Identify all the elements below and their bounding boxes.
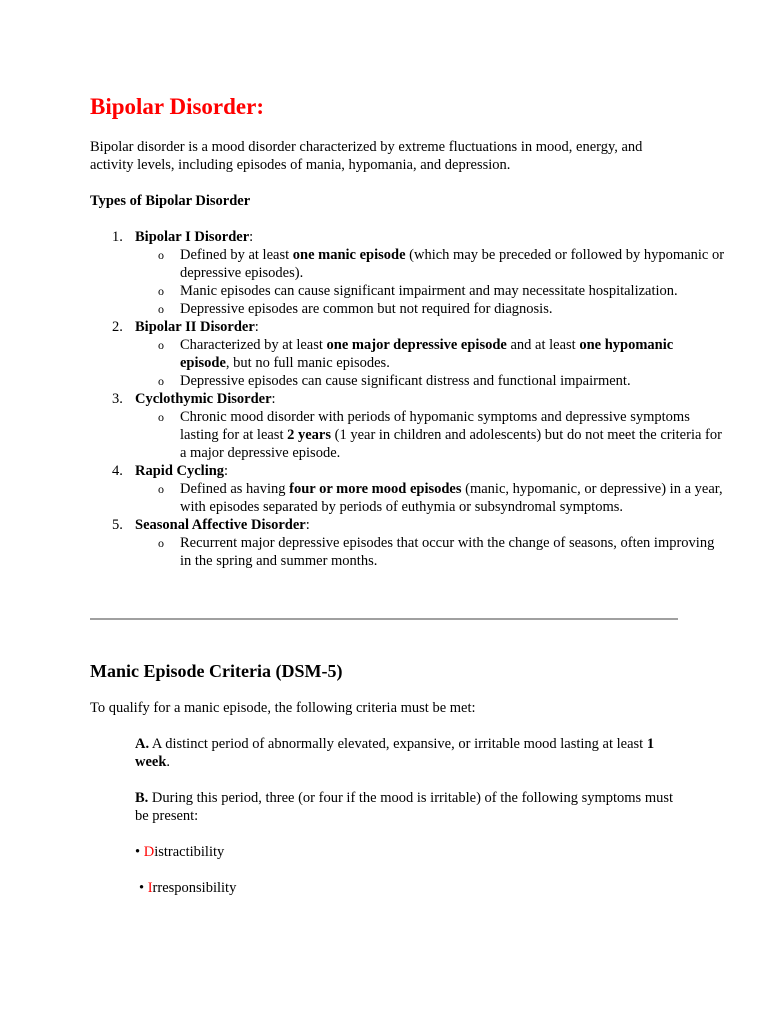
- type-name: Rapid Cycling: [135, 463, 225, 479]
- type-points: [135, 480, 725, 516]
- type-number: 2.: [112, 319, 123, 335]
- sub-point: o Manic episodes can cause significant impairment and may necessitate hospitalization.: [158, 283, 678, 299]
- sub-bullet-icon: o: [158, 536, 164, 550]
- sub-bullet-icon: o: [158, 338, 164, 352]
- criteria-intro: To qualify for a manic episode, the following criteria must be met:: [90, 700, 476, 716]
- symptom-initial: I: [147, 880, 153, 896]
- symptom-initial: D: [143, 844, 155, 860]
- type-number: 3.: [112, 391, 123, 407]
- symptom-item-irresponsibility: • Irresponsibility: [139, 880, 237, 896]
- sub-point: o Recurrent major depressive episodes that occur with the change of seasons, often improving in the spring and summer months.: [158, 535, 715, 569]
- type-number: 4.: [112, 463, 123, 479]
- type-points: [135, 336, 725, 390]
- section-divider: [90, 618, 678, 620]
- sub-bullet-icon: o: [158, 410, 164, 424]
- intro-paragraph: Bipolar disorder is a mood disorder characterized by extreme fluctuations in mood, energy, and activity levels, including episodes of mania, hypomania, and depression.: [90, 139, 643, 173]
- types-heading: Types of Bipolar Disorder: [90, 193, 251, 209]
- sub-point: o Characterized by at least one major depressive episode and at least one hypomanic episode, but no full manic episodes.: [158, 337, 674, 371]
- sub-bullet-icon: o: [158, 374, 164, 388]
- bullet-icon: •: [135, 844, 141, 860]
- sub-bullet-icon: o: [158, 482, 164, 496]
- page-title: Bipolar Disorder:: [90, 94, 264, 119]
- manic-criteria-heading: Manic Episode Criteria (DSM-5): [90, 661, 343, 681]
- type-name: Cyclothymic Disorder: [135, 391, 272, 407]
- criterion-label: A.: [135, 736, 150, 752]
- type-number: 5.: [112, 517, 123, 533]
- type-points: [135, 534, 725, 570]
- type-item-rapid-cycling: 4. Rapid Cycling: o Defined as having four or more mood episodes (manic, hypomanic, or depressive) in a year, with episodes separated by periods of euthymia or subsyndromal symptoms.: [135, 462, 725, 516]
- type-name: Bipolar I Disorder: [135, 229, 250, 245]
- type-points: [135, 246, 725, 318]
- sub-point: o Chronic mood disorder with periods of hypomanic symptoms and depressive symptoms lasting for at least 2 years (1 year in children and adolescents) but do not meet the criteria for a major depressive episode.: [158, 409, 722, 461]
- type-number: 1.: [112, 229, 123, 245]
- bullet-icon: •: [139, 880, 145, 896]
- type-item-seasonal: 5. Seasonal Affective Disorder: o Recurrent major depressive episodes that occur with the change of seasons, often improving in the spring and summer months.: [135, 516, 725, 570]
- sub-point: o Depressive episodes can cause significant distress and functional impairment.: [158, 373, 631, 389]
- type-item-bipolar-1: 1. Bipolar I Disorder: o Defined by at least one manic episode (which may be preceded or followed by hypomanic or depressive episodes). o Manic episodes can cause significant impairment and may necessitate hospitalization. o Depressive episodes are common but not required for diagnosis.: [112, 229, 725, 317]
- sub-bullet-icon: o: [158, 302, 164, 316]
- sub-bullet-icon: o: [158, 284, 164, 298]
- sub-point: o Defined as having four or more mood episodes (manic, hypomanic, or depressive) in a year, with episodes separated by periods of euthymia or subsyndromal symptoms.: [158, 481, 723, 515]
- sub-bullet-icon: o: [158, 248, 164, 262]
- type-item-cyclothymic: 3. Cyclothymic Disorder: o Chronic mood disorder with periods of hypomanic symptoms and depressive symptoms lasting for at least 2 years (1 year in children and adolescents) but do not meet the criteria for a major depressive episode.: [135, 390, 725, 462]
- sub-point: o Defined by at least one manic episode (which may be preceded or followed by hypomanic or depressive episodes).: [158, 247, 725, 281]
- sub-point: o Depressive episodes are common but not required for diagnosis.: [158, 301, 553, 317]
- type-item-bipolar-2: 2. Bipolar II Disorder: o Characterized by at least one major depressive episode and at least one hypomanic episode, but no full manic episodes. o Depressive episodes can cause significant distress and functional impairment.: [135, 318, 725, 390]
- criterion-a: A. A distinct period of abnormally elevated, expansive, or irritable mood lasting at least 1 week.: [135, 736, 655, 770]
- criterion-b: B. During this period, three (or four if the mood is irritable) of the following symptoms must be present:: [135, 790, 674, 824]
- type-name: Bipolar II Disorder: [135, 319, 255, 335]
- type-points: [135, 408, 725, 462]
- type-name: Seasonal Affective Disorder: [135, 517, 306, 533]
- symptom-item-distractibility: • Distractibility: [135, 844, 225, 860]
- types-list: [90, 228, 725, 570]
- criterion-label: B.: [135, 790, 149, 806]
